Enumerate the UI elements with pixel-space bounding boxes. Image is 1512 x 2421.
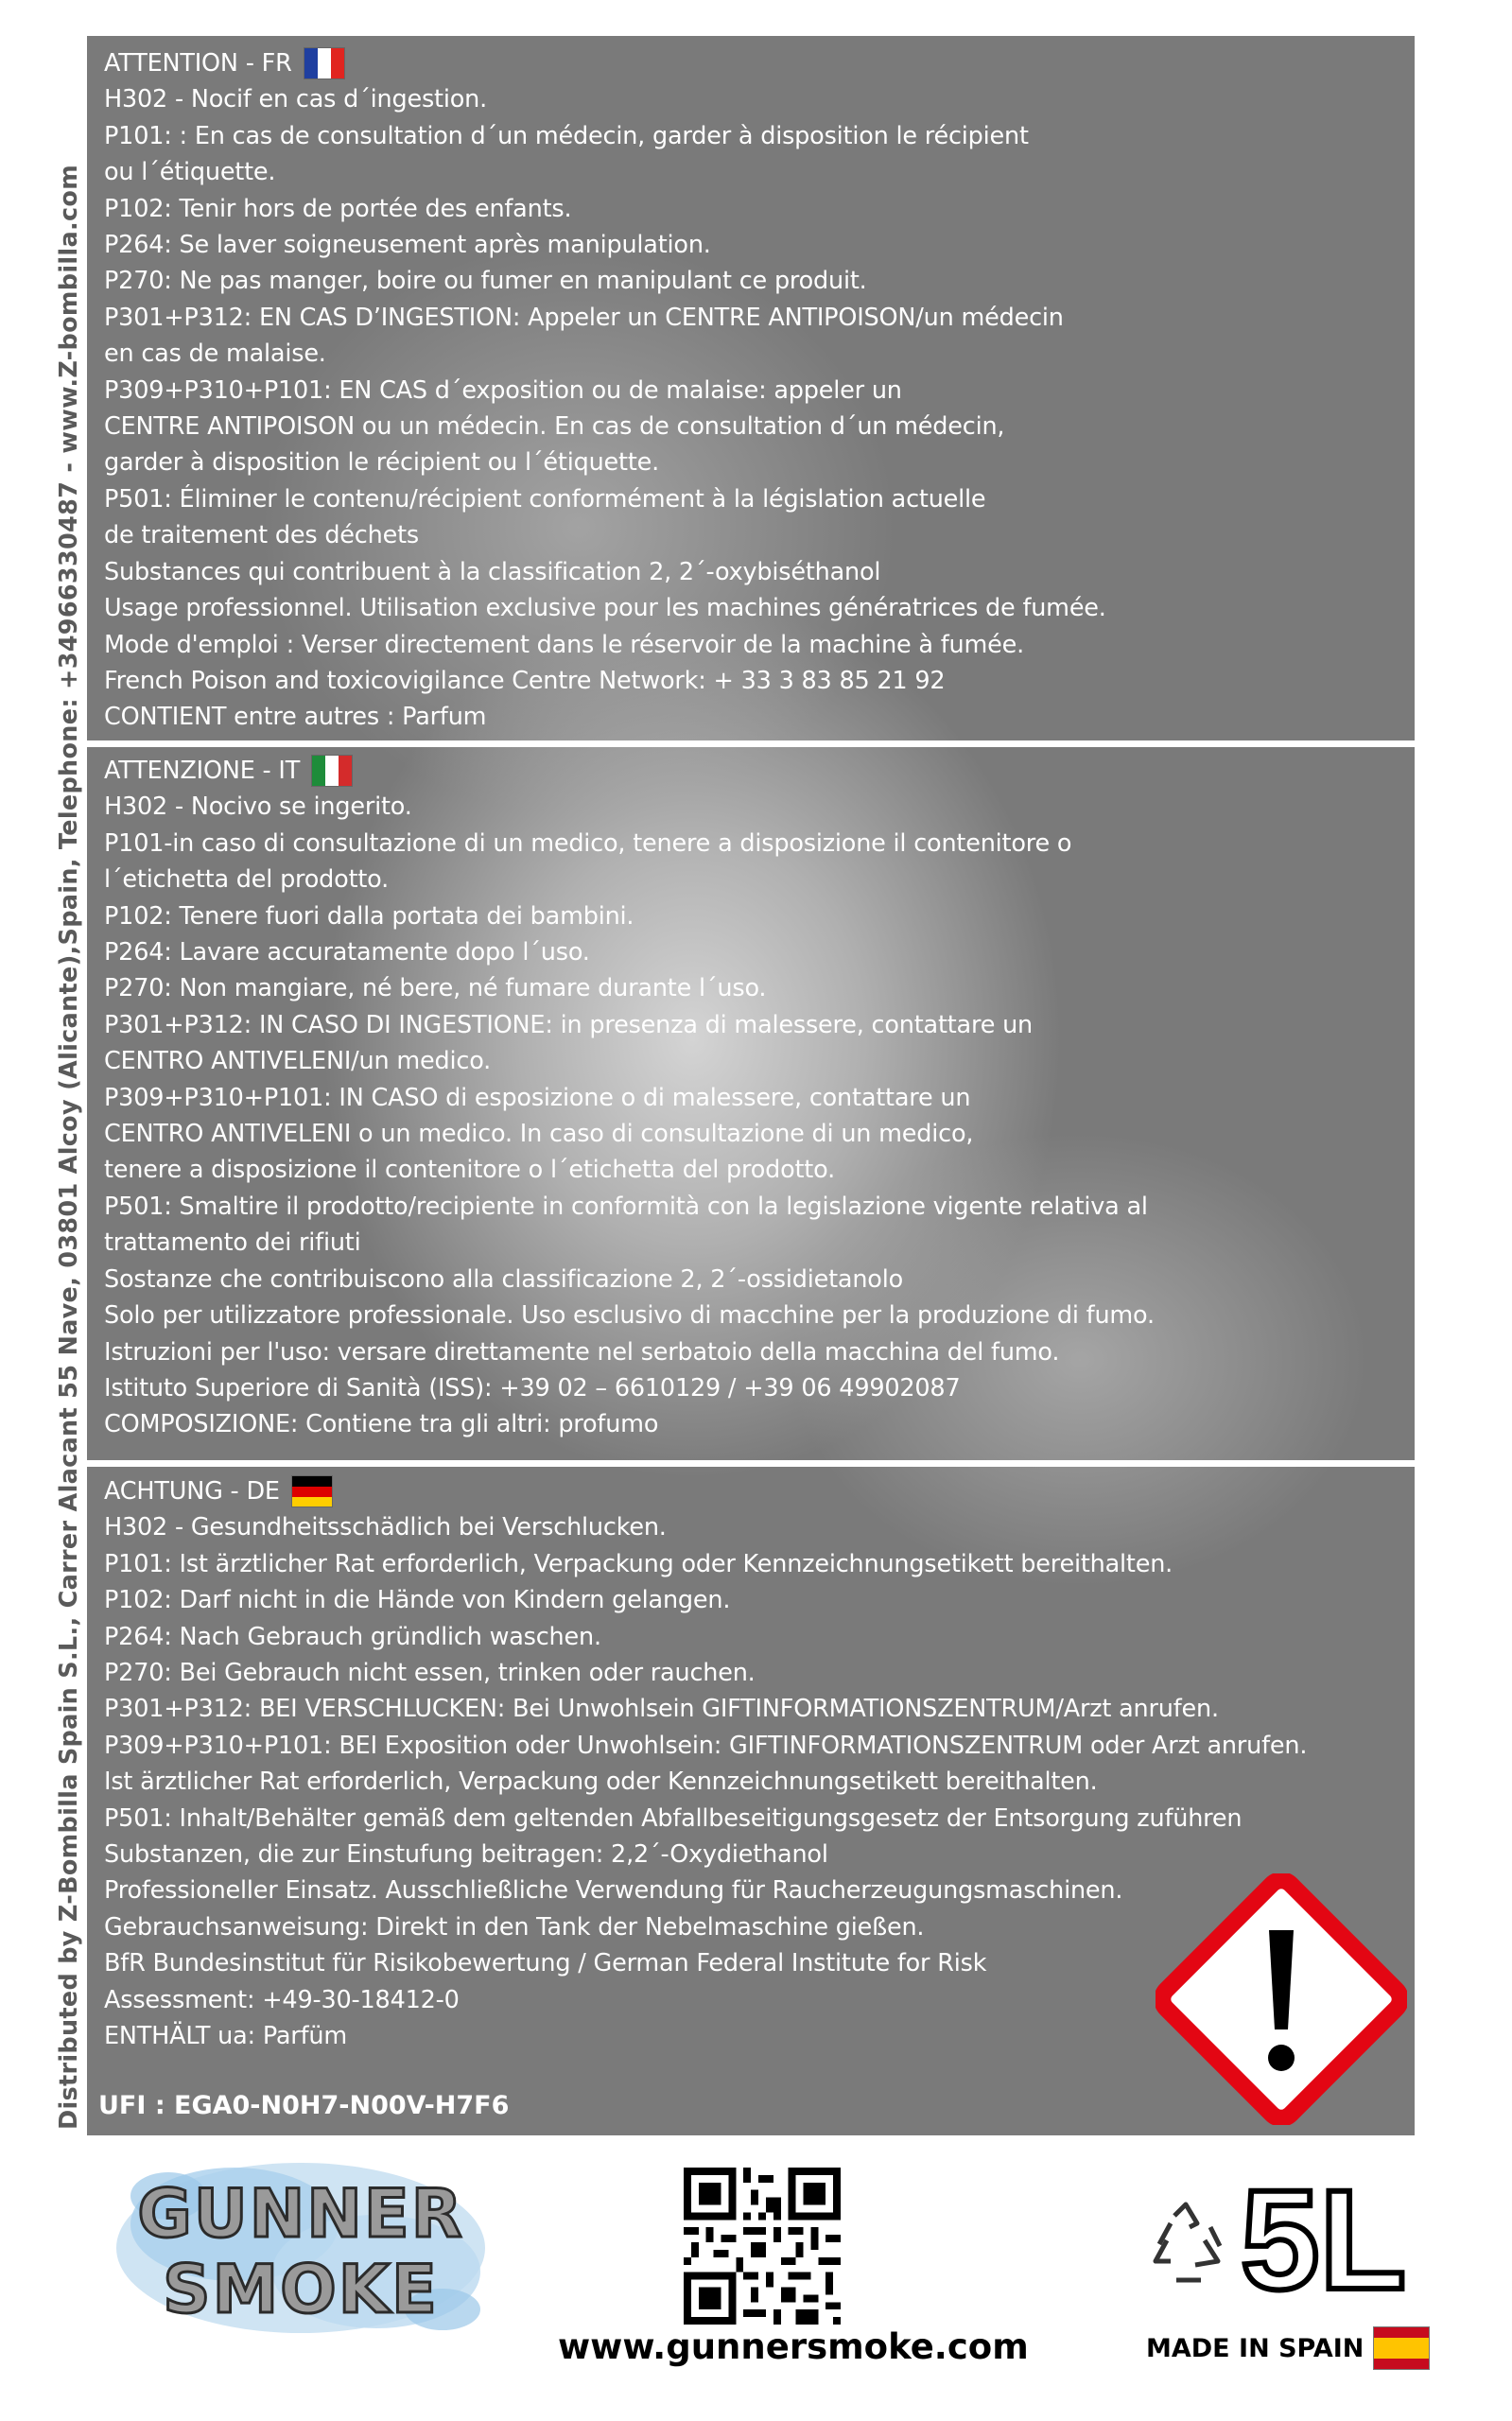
section-title-de (104, 1473, 1403, 1509)
text-line: P501: Éliminer le contenu/récipient conformément à la législation actuelle (104, 484, 986, 514)
text-line: tenere a disposizione il contenitore o l´etichetta del prodotto. (104, 1156, 835, 1185)
exclamation-hazard-icon (1156, 1873, 1407, 2125)
section-it (104, 753, 1403, 1443)
text-line: CENTRO ANTIVELENI o un medico. In caso di consultazione di un medico, (104, 1120, 974, 1149)
text-line: P309+P310+P101: EN CAS d´exposition ou de malaise: appeler un (104, 375, 902, 405)
made-in-text: MADE IN SPAIN (1146, 2333, 1364, 2363)
distributor-info: Distributed by Z-Bombilla Spain S.L., Carrer Alacant 55 Nave, 03801 Alcoy (Alicante),Spain, Telephone: +34966330487 - www.Z-bombilla.com (55, 164, 83, 2130)
recycle-icon (1135, 2199, 1237, 2293)
text-line: Mode d'emploi : Verser directement dans le réservoir de la machine à fumée. (104, 630, 1025, 659)
volume-text: 5L (1241, 2166, 1407, 2308)
text-line: P101: Ist ärztlicher Rat erforderlich, Verpackung oder Kennzeichnungsetikett bereithalten. (104, 1549, 1173, 1578)
text-line: garder à disposition le récipient ou l´étiquette. (104, 448, 660, 478)
text-line: Assessment: +49-30-18412-0 (104, 1985, 460, 2014)
text-line: Professioneller Einsatz. Ausschließliche Verwendung für Raucherzeugungsmaschinen. (104, 1876, 1123, 1906)
text-line: P264: Lavare accuratamente dopo l´uso. (104, 938, 590, 967)
text-line: Sostanze che contribuiscono alla classificazione 2, 2´-ossidietanolo (104, 1264, 903, 1294)
text-line: P309+P310+P101: IN CASO di esposizione o di malessere, contattare un (104, 1083, 971, 1112)
text-line: H302 - Nocivo se ingerito. (104, 792, 412, 822)
text-line: Gebrauchsanweisung: Direkt in den Tank der Nebelmaschine gießen. (104, 1912, 925, 1942)
text-line: H302 - Nocif en cas d´ingestion. (104, 85, 488, 114)
italy-flag-icon (311, 755, 353, 787)
text-line: P501: Smaltire il prodotto/recipiente in conformità con la legislazione vigente relativa al (104, 1192, 1148, 1221)
section-title-it (104, 753, 1403, 789)
logo-line-2: SMOKE (163, 2251, 439, 2328)
gunner-smoke-logo (112, 2158, 490, 2338)
text-line: de traitement des déchets (104, 521, 419, 550)
text-line: P101-in caso di consultazione di un medico, tenere a disposizione il contenitore o (104, 828, 1072, 858)
website-link[interactable]: www.gunnersmoke.com (558, 2326, 1029, 2367)
text-line: Substances qui contribuent à la classification 2, 2´-oxybiséthanol (104, 557, 881, 586)
text-line: French Poison and toxicovigilance Centre Network: + 33 3 83 85 21 92 (104, 666, 946, 695)
section-divider (87, 1460, 1415, 1467)
text-line: P270: Non mangiare, né bere, né fumare durante l´uso. (104, 974, 767, 1003)
text-line: l´etichetta del prodotto. (104, 865, 390, 895)
qr-code-icon (684, 2168, 841, 2325)
text-line: CENTRO ANTIVELENI/un medico. (104, 1047, 492, 1076)
text-line: P501: Inhalt/Behälter gemäß dem geltenden Abfallbeseitigungsgesetz der Entsorgung zuführen (104, 1803, 1243, 1833)
made-in-spain (1146, 2326, 1430, 2370)
title-text: ACHTUNG - DE (104, 1477, 280, 1506)
ufi-code: UFI : EGA0-N0H7-N00V-H7F6 (98, 2091, 510, 2120)
text-line: Ist ärztlicher Rat erforderlich, Verpackung oder Kennzeichnungsetikett bereithalten. (104, 1768, 1098, 1797)
title-text: ATTENTION - FR (104, 49, 292, 78)
text-line: P309+P310+P101: BEI Exposition oder Unwohlsein: GIFTINFORMATIONSZENTRUM oder Arzt anrufen. (104, 1731, 1308, 1760)
text-line: P264: Nach Gebrauch gründlich waschen. (104, 1622, 601, 1651)
text-line: P102: Tenere fuori dalla portata dei bambini. (104, 901, 634, 931)
text-line: P101: : En cas de consultation d´un médecin, garder à disposition le récipient (104, 121, 1029, 150)
text-line: Istruzioni per l'uso: versare direttamente nel serbatoio della macchina del fumo. (104, 1337, 1060, 1367)
text-line: CONTIENT entre autres : Parfum (104, 703, 487, 732)
title-text: ATTENZIONE - IT (104, 757, 301, 785)
text-line: P270: Bei Gebrauch nicht essen, trinken oder rauchen. (104, 1659, 756, 1688)
section-divider (87, 740, 1415, 747)
section-fr (104, 45, 1403, 736)
spain-flag-icon (1373, 2326, 1430, 2370)
section-title-fr (104, 45, 1403, 81)
text-line: P301+P312: IN CASO DI INGESTIONE: in presenza di malessere, contattare un (104, 1010, 1034, 1039)
text-line: ou l´étiquette. (104, 158, 276, 187)
text-line: trattamento dei rifiuti (104, 1228, 361, 1258)
text-line: P301+P312: BEI VERSCHLUCKEN: Bei Unwohlsein GIFTINFORMATIONSZENTRUM/Arzt anrufen. (104, 1695, 1219, 1724)
text-line: P270: Ne pas manger, boire ou fumer en manipulant ce produit. (104, 267, 867, 296)
text-line: Istituto Superiore di Sanità (ISS): +39 02 – 6610129 / +39 06 49902087 (104, 1373, 961, 1402)
text-line: ENTHÄLT ua: Parfüm (104, 2022, 347, 2051)
france-flag-icon (304, 47, 345, 79)
text-line: P102: Tenir hors de portée des enfants. (104, 194, 572, 223)
text-line: Solo per utilizzatore professionale. Uso esclusivo di macchine per la produzione di fumo. (104, 1301, 1155, 1331)
text-line: CENTRE ANTIPOISON ou un médecin. En cas de consultation d´un médecin, (104, 412, 1005, 442)
text-line: P102: Darf nicht in die Hände von Kindern gelangen. (104, 1586, 731, 1615)
text-line: P264: Se laver soigneusement après manipulation. (104, 231, 711, 260)
volume-5l-label (1241, 2166, 1420, 2308)
text-line: H302 - Gesundheitsschädlich bei Verschlucken. (104, 1513, 667, 1542)
text-line: COMPOSIZIONE: Contiene tra gli altri: profumo (104, 1410, 659, 1439)
logo-line-1: GUNNER (137, 2175, 464, 2253)
text-line: BfR Bundesinstitut für Risikobewertung / German Federal Institute for Risk (104, 1949, 987, 1978)
text-line: Usage professionnel. Utilisation exclusive pour les machines génératrices de fumée. (104, 594, 1106, 623)
text-line: P301+P312: EN CAS D’INGESTION: Appeler un CENTRE ANTIPOISON/un médecin (104, 303, 1064, 332)
text-line: Substanzen, die zur Einstufung beitragen: 2,2´-Oxydiethanol (104, 1840, 828, 1870)
text-line: en cas de malaise. (104, 340, 326, 369)
label-panel (87, 36, 1415, 2135)
germany-flag-icon (291, 1475, 333, 1507)
